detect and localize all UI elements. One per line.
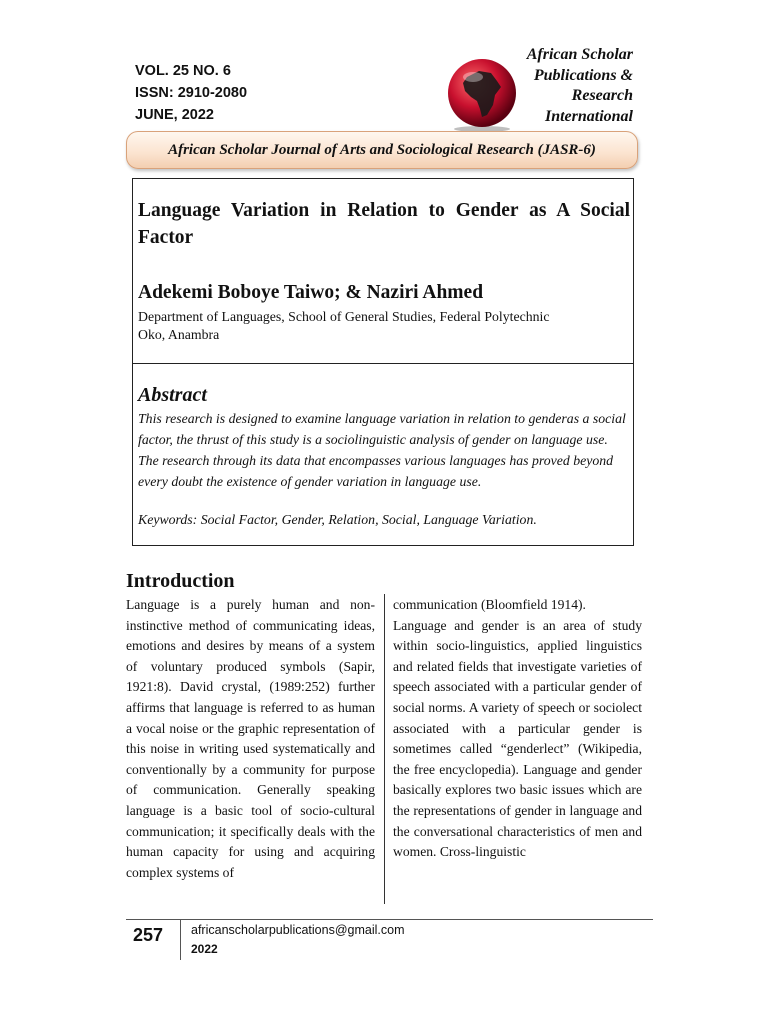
article-authors: Adekemi Boboye Taiwo; & Naziri Ahmed (138, 282, 484, 303)
box-divider (132, 363, 634, 364)
footer-rule (126, 919, 653, 920)
column-separator (384, 594, 385, 904)
footer-year: 2022 (191, 942, 218, 956)
article-title: Language Variation in Relation to Gender as A Social Factor (138, 200, 630, 248)
body-column-right (393, 595, 642, 863)
paragraph: Language and gender is an area of study within socio-linguistics, applied linguistics and related fields that investigate varieties of speech associated with a particular gender of social norms. A variety of speech or sociolect associated with a particular gender is sometimes called “genderlect” (Wikipedia, the free encyclopedia). Language and gender basically explores two basic issues which are the representations of gender in language and the conversational characteristics of men and women. Cross-linguistic (393, 617, 642, 860)
body-column-left: Language is a purely human and non-instinctive method of communicating ideas, emotions and desires by means of a system of voluntary produced symbols (Sapir, 1921:8). David crystal, (1989:252) further affirms that language is referred to as human a vocal noise or the graphic representation of this noise in writing used systematically and conventionally by a community for purpose of communication. Generally speaking language is a basic tool of socio-cultural communication; it specifically deals with the human capacity for using and acquiring complex systems of (126, 597, 375, 880)
publisher-line: Research (571, 87, 633, 104)
publisher-name (505, 45, 633, 127)
issn-label: ISSN: 2910-2080 (135, 85, 248, 101)
publisher-line: Publications & (533, 66, 633, 84)
footer-separator (180, 920, 181, 960)
keywords: Keywords: Social Factor, Gender, Relation, Social, Language Variation. (138, 512, 537, 527)
affiliation-line: Department of Languages, School of General Studies, Federal Polytechnic (138, 309, 550, 324)
issue-date: JUNE, 2022 (135, 107, 214, 123)
affiliation-line: Oko, Anambra (138, 327, 220, 342)
abstract-text: This research is designed to examine language variation in relation to genderas a social factor, the thrust of this study is a sociolinguistic analysis of gender on language use. The research through its data that encompasses various languages has proved beyond every doubt the existence of gender variation in language use. (138, 411, 626, 489)
publisher-line: International (544, 107, 633, 125)
page-number: 257 (133, 925, 164, 945)
publisher-line: African Scholar (526, 46, 633, 63)
issue-meta (135, 60, 247, 126)
paragraph-end: communication (Bloomfield 1914). (393, 597, 586, 612)
contact-email[interactable]: africanscholarpublications@gmail.com (191, 923, 405, 937)
journal-banner: African Scholar Journal of Arts and Sociological Research (JASR-6) (126, 131, 638, 169)
introduction-heading: Introduction (126, 570, 235, 592)
abstract-heading: Abstract (138, 384, 207, 406)
volume-label: VOL. 25 NO. 6 (135, 63, 231, 79)
author-affiliation (138, 308, 598, 344)
